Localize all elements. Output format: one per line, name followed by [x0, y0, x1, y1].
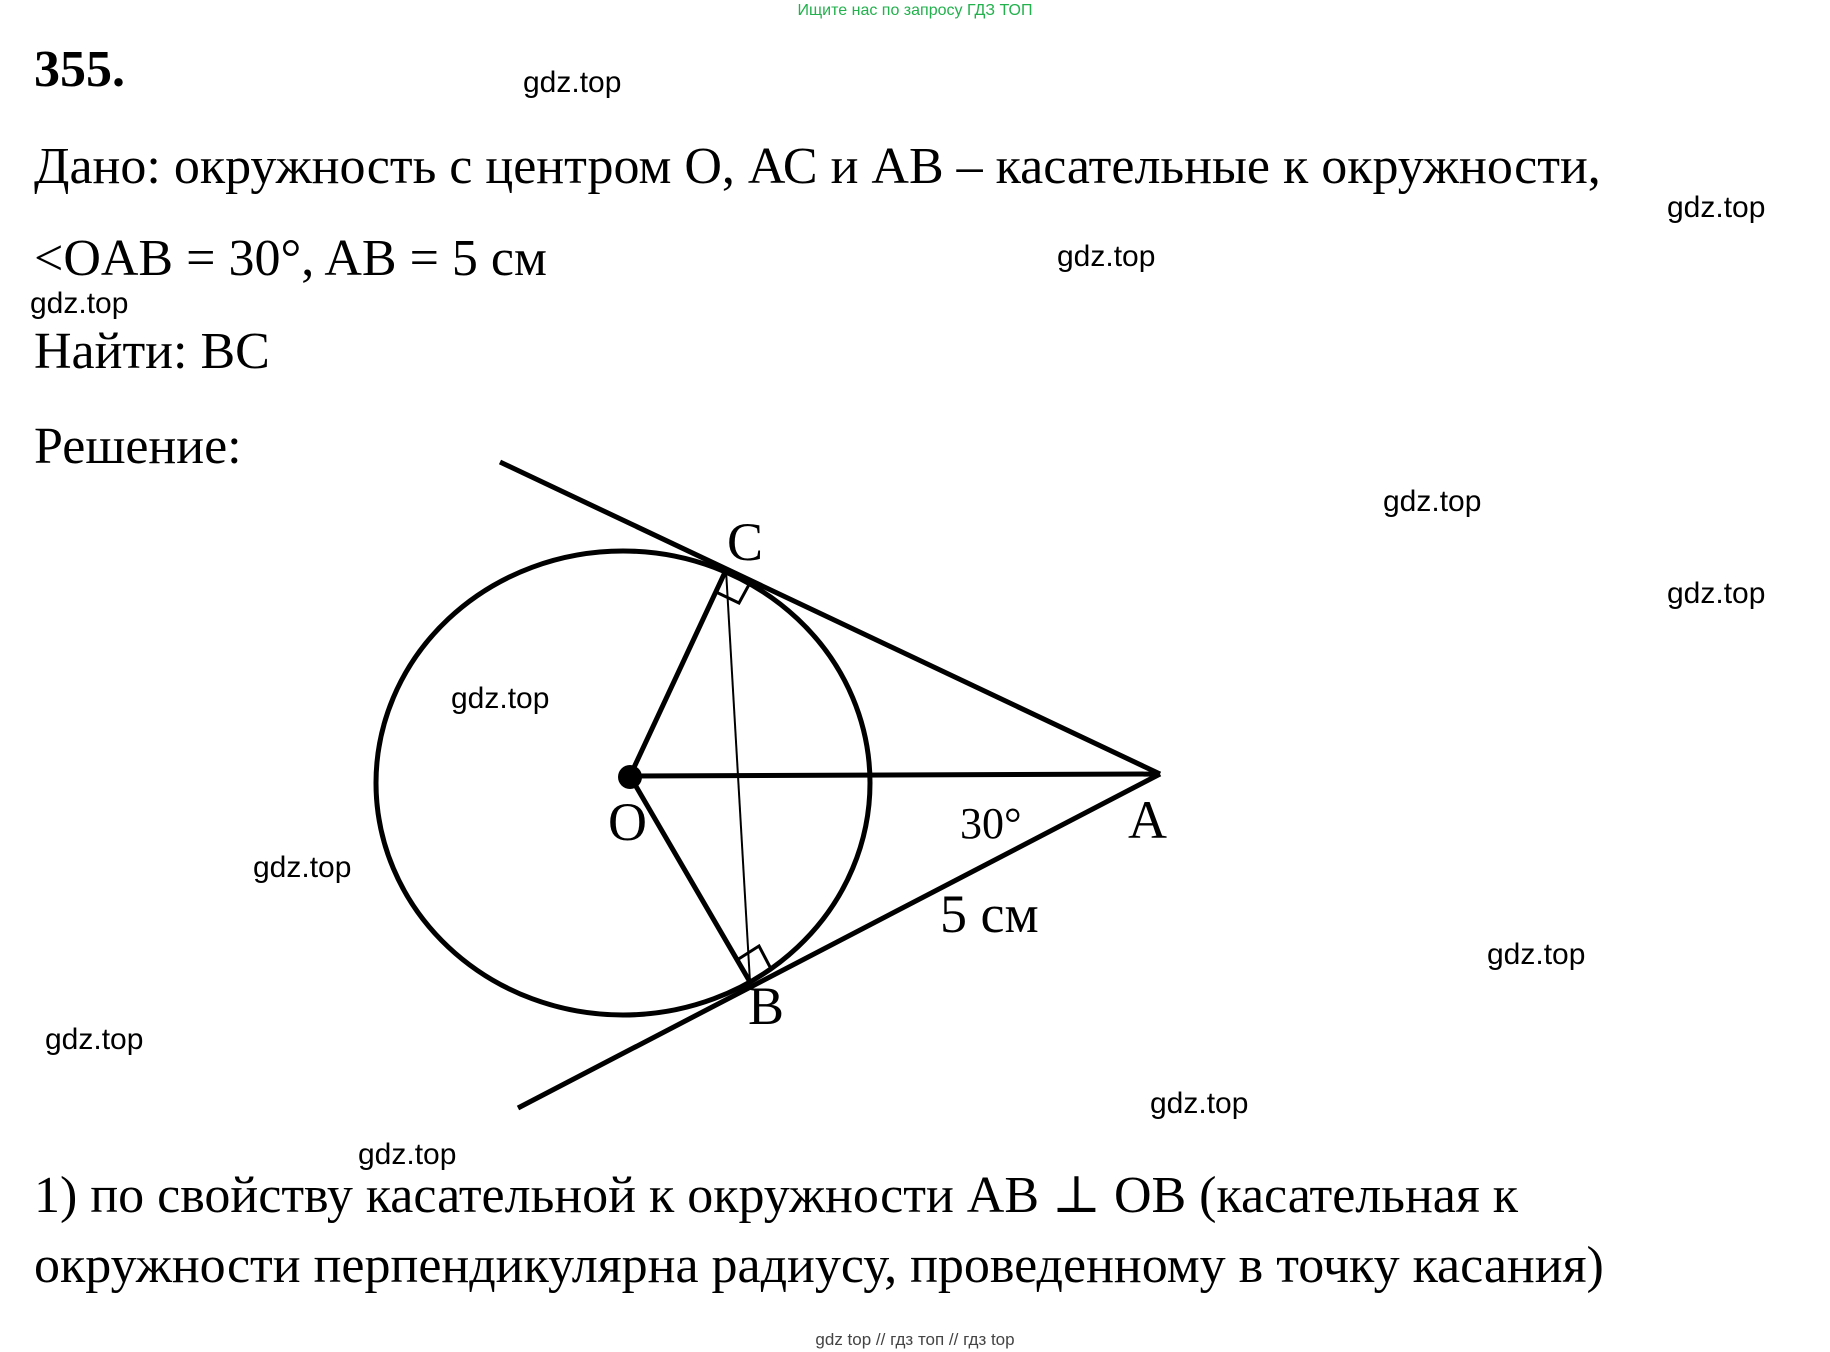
angle-label: 30° — [960, 799, 1022, 848]
watermark: gdz.top — [1150, 1087, 1249, 1120]
step1-line-1: 1) по свойству касательной к окружности АВ ⊥ ОВ (касательная к — [34, 1167, 1519, 1224]
watermark: gdz.top — [30, 287, 129, 320]
watermark: gdz.top — [523, 66, 622, 99]
radius-OC — [630, 570, 726, 776]
tangent-line-AC — [500, 462, 1160, 774]
step1-line-2: окружности перпендикулярна радиусу, проведенному в точку касания) — [34, 1237, 1604, 1294]
watermark: gdz.top — [358, 1138, 457, 1171]
top-banner: Ищите нас по запросу ГДЗ ТОП — [797, 2, 1033, 19]
center-point — [618, 765, 642, 789]
given-line-1: Дано: окружность с центром О, АС и АВ – касательные к окружности, — [34, 138, 1601, 195]
radius-OB — [630, 776, 750, 982]
label-B: B — [748, 976, 785, 1036]
watermark: gdz.top — [1383, 485, 1482, 518]
footer: gdz top // гдз топ // гдз top — [815, 1330, 1015, 1349]
segment-OA — [630, 774, 1160, 776]
watermark: gdz.top — [45, 1023, 144, 1056]
watermark: gdz.top — [1487, 938, 1586, 971]
watermark: gdz.top — [1667, 577, 1766, 610]
watermark: gdz.top — [253, 851, 352, 884]
solution-heading: Решение: — [34, 418, 242, 475]
watermark: gdz.top — [1057, 240, 1156, 273]
watermark: gdz.top — [451, 682, 550, 715]
label-C: C — [727, 512, 764, 572]
label-O: O — [608, 792, 647, 852]
label-A: A — [1128, 790, 1167, 850]
problem-number: 355. — [34, 41, 125, 98]
given-line-2: <OAB = 30°, AB = 5 см — [34, 230, 547, 287]
find-line: Найти: ВС — [34, 323, 270, 380]
length-label: 5 см — [940, 884, 1039, 944]
watermark: gdz.top — [1667, 191, 1766, 224]
